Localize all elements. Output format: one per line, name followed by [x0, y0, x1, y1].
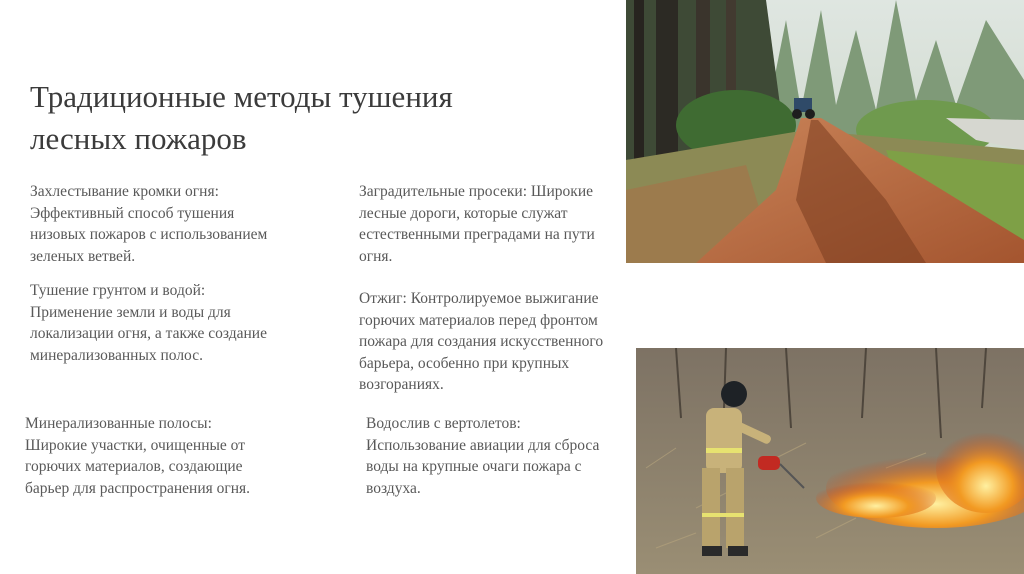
text-line: лесные дороги, которые служат: [359, 204, 568, 222]
text-block-soil-water: [30, 280, 330, 366]
text-line: Минерализованные полосы:: [25, 415, 212, 432]
text-line: воды на крупные очаги пожара с: [366, 458, 582, 475]
forest-trench-photo: [626, 0, 1024, 263]
text-line: минерализованных полос.: [30, 346, 203, 364]
text-line: пожара для создания искусственного: [359, 333, 604, 350]
text-block-firebreaks: [359, 181, 624, 267]
text-line: Широкие участки, очищенные от: [25, 436, 245, 454]
title-line-2: лесных пожаров: [30, 121, 247, 156]
text-line: Водослив с вертолетов:: [366, 415, 521, 432]
text-line: воздуха.: [366, 479, 421, 497]
text-line: барьер для распространения огня.: [25, 479, 251, 497]
text-line: зеленых ветвей.: [30, 247, 136, 265]
text-line: Эффективный способ тушения: [30, 204, 235, 222]
text-line: Применение земли и воды для: [30, 303, 231, 321]
text-block-whipping: [30, 181, 330, 267]
text-line: Тушение грунтом и водой:: [30, 282, 206, 299]
firefighter-controlled-burn-photo: [636, 348, 1024, 574]
text-line: горючих материалов, создающие: [25, 458, 243, 475]
text-line: огня.: [359, 247, 393, 265]
text-line: естественными преградами на пути: [359, 226, 595, 243]
text-line: Захлестывание кромки огня:: [30, 183, 219, 200]
text-block-mineral-strips: [25, 413, 325, 499]
text-line: Отжиг: Контролируемое выжигание: [359, 290, 599, 307]
text-line: локализации огня, а также создание: [30, 325, 267, 342]
text-line: Использование авиации для сброса: [366, 436, 600, 454]
text-line: горючих материалов перед фронтом: [359, 311, 598, 329]
text-block-backburn: [359, 288, 624, 396]
slide-title: [30, 76, 590, 160]
text-line: барьера, особенно при крупных: [359, 354, 570, 372]
text-line: низовых пожаров с использованием: [30, 226, 268, 243]
text-line: возгораниях.: [359, 376, 444, 393]
text-line: Заградительные просеки: Широкие: [359, 183, 594, 200]
title-line-1: Традиционные методы тушения: [30, 79, 453, 114]
text-block-helicopter: [366, 413, 631, 499]
